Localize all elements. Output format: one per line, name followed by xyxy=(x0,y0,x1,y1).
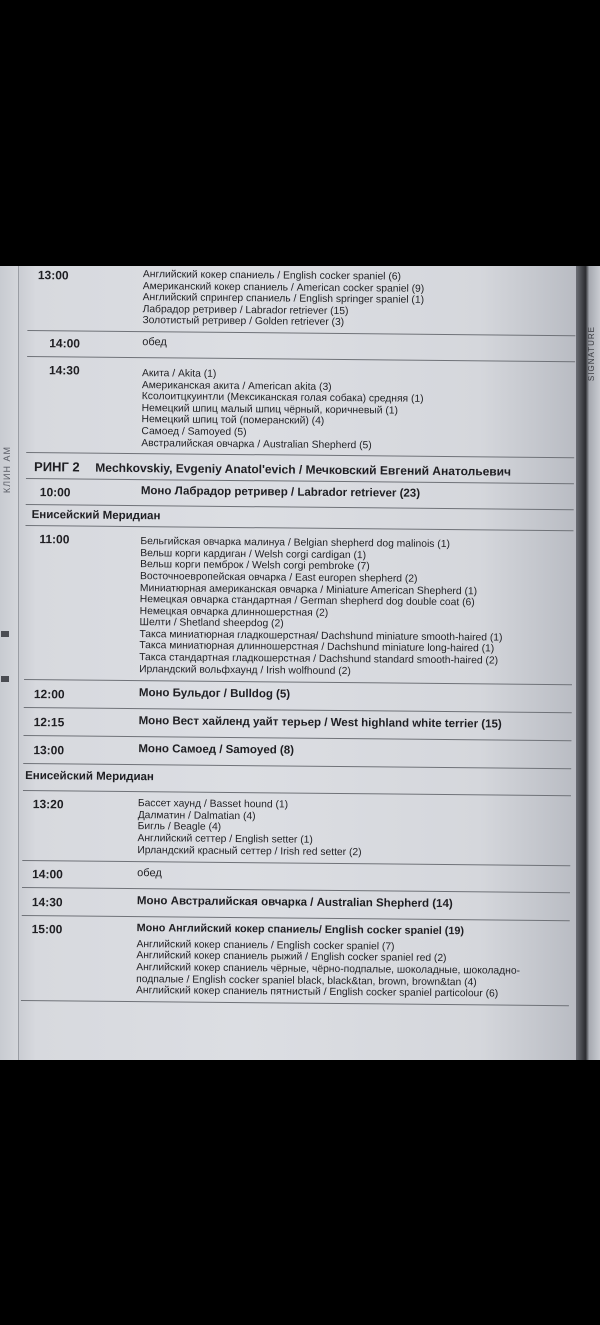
schedule-page xyxy=(21,266,576,1006)
breed-item: Бигль / Beagle (4) xyxy=(137,821,222,834)
edge-mark xyxy=(1,631,9,637)
right-page-edge xyxy=(576,266,600,1060)
breed-list xyxy=(137,798,571,860)
schedule-row xyxy=(21,916,570,1006)
breed-list xyxy=(141,364,575,453)
schedule-row xyxy=(26,357,575,458)
left-page-edge xyxy=(0,266,19,1060)
breed-item: Немецкий шпиц той (померанский) (4) xyxy=(141,414,325,428)
breed-item: Бассет хаунд / Basset hound (1) xyxy=(137,798,289,811)
time-cell: 15:00 xyxy=(31,922,63,937)
breed-item: Вельш корги пемброк / Welsh corgi pembroke (7) xyxy=(140,559,370,573)
time-cell: 14:30 xyxy=(31,895,63,910)
breed-list xyxy=(142,269,576,331)
mono-breed: Моно Вест хайленд уайт терьер / West highland white terrier (15) xyxy=(138,715,502,731)
breed-item: Английский спрингер спаниель / English springer spaniel (1) xyxy=(142,292,425,306)
breed-list xyxy=(136,923,570,1001)
mono-breed: Моно Австралийская овчарка / Australian Shepherd (14) xyxy=(136,895,453,911)
breed-item: Бельгийская овчарка малинуа / Belgian shepherd dog malinois (1) xyxy=(140,536,450,551)
breed-item: Вельш корги кардиган / Welsh corgi cardigan (1) xyxy=(140,547,367,561)
section-title: Енисейский Меридиан xyxy=(23,764,571,796)
judge-name: Mechkovskiy, Evgeniy Anatol'evich / Мечковский Евгений Анатольевич xyxy=(95,460,512,479)
breed-item: Немецкая овчарка стандартная / German shepherd dog double coat (6) xyxy=(139,594,475,609)
breed-item: Немецкий шпиц малый шпиц чёрный, коричневый (1) xyxy=(141,402,398,417)
schedule-row xyxy=(27,266,576,336)
breed-item: Такса стандартная гладкошерстная / Dachshund standard smooth-haired (2) xyxy=(139,652,499,667)
breed-item: Золотистый ретривер / Golden retriever (3) xyxy=(142,315,345,329)
breed-item: Американский кокер спаниель / American cocker spaniel (9) xyxy=(142,280,425,295)
breed-item: Английский кокер спаниель / English cocker spaniel (7) xyxy=(136,938,395,953)
edge-mark xyxy=(1,676,9,682)
time-cell: 10:00 xyxy=(39,485,71,500)
mono-breed: Моно Бульдог / Bulldog (5) xyxy=(138,687,291,701)
time-cell: 12:00 xyxy=(33,687,65,702)
breed-item: Миниатюрная американская овчарка / Miniature American Shepherd (1) xyxy=(139,582,478,597)
breed-item: Австралийская овчарка / Australian Shepherd (5) xyxy=(141,437,372,451)
time-cell: 12:15 xyxy=(33,715,65,730)
schedule-row-mono xyxy=(26,479,574,510)
time-cell: 14:00 xyxy=(49,336,81,351)
breed-item: Восточноевропейская овчарка / East europen shepherd (2) xyxy=(139,570,418,585)
breed-item: Такса миниатюрная гладкошерстная/ Dachshund miniature smooth-haired (1) xyxy=(139,628,503,644)
lunch-label: обед xyxy=(137,867,162,880)
breed-item: Шелти / Shetland sheepdog (2) xyxy=(139,617,284,630)
breed-item: Такса миниатюрная длинношерстная / Dachshund miniature long-haired (1) xyxy=(139,640,495,655)
breed-list xyxy=(139,533,573,679)
time-cell: 14:00 xyxy=(32,867,63,882)
time-cell: 14:30 xyxy=(48,363,80,378)
mono-breed: Моно Лабрадор ретривер / Labrador retriever (23) xyxy=(140,485,421,500)
time-cell: 13:20 xyxy=(32,797,64,812)
breed-item: Лабрадор ретривер / Labrador retriever (15) xyxy=(142,303,349,317)
breed-item: Самоед / Samoyed (5) xyxy=(141,426,247,439)
time-cell: 11:00 xyxy=(39,532,70,547)
ring-number: РИНГ 2 xyxy=(34,459,80,475)
breed-item: Ирландский красный сеттер / Irish red setter (2) xyxy=(137,844,362,858)
breed-item: Английский кокер спаниель чёрные, чёрно-подпалые, шоколадные, шоколадно-подпалые / English cocker spaniel black, black&tan, brown, brown&tan (4) xyxy=(136,962,521,988)
left-edge-text: КЛИН АМ xyxy=(2,446,12,494)
section-title: Енисейский Меридиан xyxy=(26,505,574,531)
schedule-row xyxy=(24,526,573,685)
breed-item: Английский кокер спаниель пятнистый / English cocker spaniel particolour (6) xyxy=(135,985,499,1000)
breed-item: Немецкая овчарка длинношерстная (2) xyxy=(139,605,329,619)
time-cell: 13:00 xyxy=(37,268,69,283)
mono-breed: Моно Английский кокер спаниель/ English cocker spaniel (19) xyxy=(136,922,465,938)
schedule-row-mono xyxy=(23,736,571,769)
breed-item: Далматин / Dalmatian (4) xyxy=(137,809,256,823)
breed-item: Английский кокер спаниель / English cocker spaniel (6) xyxy=(142,269,401,283)
breed-item: Американская акита / American akita (3) xyxy=(141,379,332,393)
lunch-label: обед xyxy=(142,336,167,349)
breed-item: Английский сеттер / English setter (1) xyxy=(137,833,313,846)
breed-item: Ирландский вольфхаунд / Irish wolfhound (2) xyxy=(139,663,351,677)
document-photo xyxy=(0,266,600,1060)
breed-item: Ксолоитцкуинтли (Мексиканская голая собака) средняя (1) xyxy=(141,391,424,405)
time-cell: 13:00 xyxy=(33,743,65,758)
breed-item: Английский кокер спаниель рыжий / English cocker spaniel red (2) xyxy=(136,950,447,965)
schedule-row xyxy=(22,791,571,866)
mono-breed: Моно Самоед / Samoyed (8) xyxy=(138,743,295,757)
right-edge-text: SIGNATURE xyxy=(587,326,596,382)
breed-item: Акита / Akita (1) xyxy=(141,368,217,380)
